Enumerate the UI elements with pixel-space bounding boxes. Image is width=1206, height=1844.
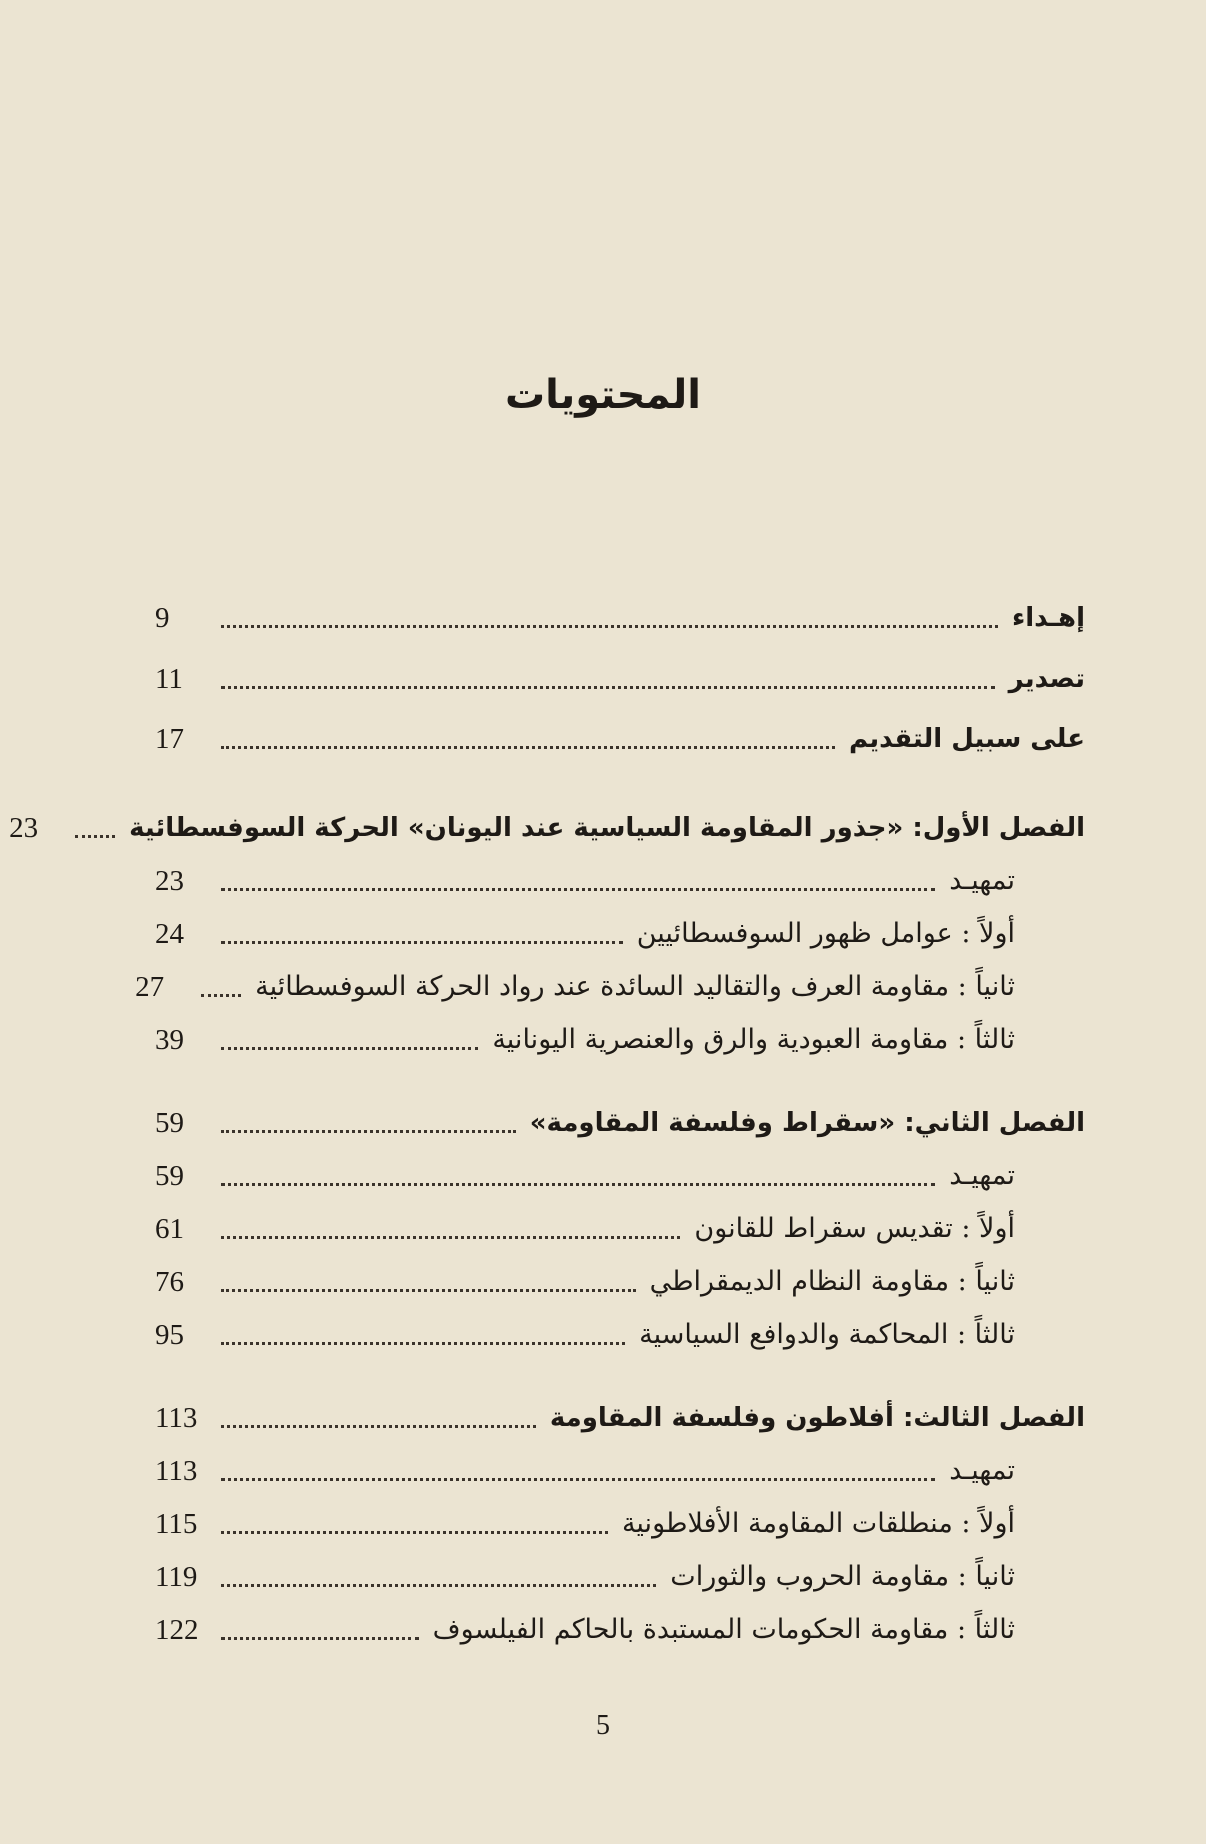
toc-entry-label: الفصل الثالث: أفلاطون وفلسفة المقاومة (549, 1403, 1085, 1433)
toc-entry-ch2-first (155, 1209, 1085, 1249)
toc-entry-label: أولاً : تقديس سقراط للقانون (694, 1213, 1015, 1244)
toc-entry-page: 59 (155, 1160, 184, 1192)
toc-entry-page: 115 (155, 1508, 198, 1540)
toc-entry-ch3-first (155, 1504, 1085, 1544)
toc-chapter-1 (9, 808, 1085, 848)
toc-entry-page: 27 (135, 971, 165, 1003)
toc-entry-label: ثانياً : مقاومة الحروب والثورات (670, 1561, 1015, 1592)
toc-entry-label: ثالثاً : المحاكمة والدوافع السياسية (639, 1319, 1015, 1350)
toc-entry-label: الفصل الأول: «جذور المقاومة السياسية عند اليونان» الحركة السوفسطائية (129, 813, 1085, 843)
toc-entry-page: 39 (155, 1024, 184, 1056)
toc-entry-label: أولاً : منطلقات المقاومة الأفلاطونية (621, 1508, 1015, 1539)
leader-dots (221, 1342, 625, 1345)
toc-entry-page: 11 (155, 663, 183, 695)
leader-dots (221, 746, 835, 749)
toc-entry-page: 59 (155, 1107, 184, 1139)
toc-entry-label: ثانياً : مقاومة النظام الديمقراطي (649, 1266, 1015, 1297)
toc-entry-ch2-third (155, 1315, 1085, 1355)
leader-dots (221, 888, 935, 891)
toc-entry-label: ثالثاً : مقاومة العبودية والرق والعنصرية اليونانية (492, 1024, 1015, 1055)
toc-entry-label: ثانياً : مقاومة العرف والتقاليد السائدة عند رواد الحركة السوفسطائية (255, 971, 1015, 1002)
toc-entry-label: تمهيـد (949, 1160, 1015, 1191)
toc-entry-label: الفصل الثاني: «سقراط وفلسفة المقاومة» (529, 1108, 1085, 1138)
toc-entry-page: 23 (9, 812, 39, 844)
toc-entry-ch3-preamble (155, 1451, 1085, 1491)
toc-entry-page: 119 (155, 1561, 198, 1593)
toc-entry-label: ثالثاً : مقاومة الحكومات المستبدة بالحاكم الفيلسوف (432, 1614, 1015, 1645)
toc-entry-page: 113 (155, 1455, 198, 1487)
leader-dots (221, 1531, 608, 1534)
toc-entry-ch2-preamble (155, 1156, 1085, 1196)
leader-dots (221, 1425, 536, 1428)
toc-entry-ch3-second (155, 1557, 1085, 1597)
toc-entry-ch1-first (155, 914, 1085, 954)
toc-entry-page: 95 (155, 1319, 184, 1351)
leader-dots (221, 625, 998, 628)
page-number: 5 (596, 1710, 610, 1741)
leader-dots (221, 1236, 680, 1239)
toc-entry-ch3-third (155, 1610, 1085, 1650)
leader-dots (75, 835, 115, 838)
toc-entry-label: أولاً : عوامل ظهور السوفسطائيين (636, 918, 1015, 949)
toc-entry-ch1-third (155, 1020, 1085, 1060)
leader-dots (221, 1183, 935, 1186)
leader-dots (221, 1584, 656, 1587)
toc-entry-page: 24 (155, 918, 184, 950)
toc-entry-page: 76 (155, 1266, 184, 1298)
leader-dots (221, 1637, 419, 1640)
toc-entry-preface (155, 659, 1085, 699)
toc-entry-page: 61 (155, 1213, 184, 1245)
leader-dots (221, 1289, 636, 1292)
toc-entry-label: على سبيل التقديم (849, 724, 1085, 754)
leader-dots (201, 994, 241, 997)
toc-entry-label: تمهيـد (949, 865, 1015, 896)
toc-entry-ch2-second (155, 1262, 1085, 1302)
toc-entry-page: 9 (155, 602, 170, 634)
toc-entry-ch1-second (135, 967, 1085, 1007)
toc-entry-introduction (155, 719, 1085, 759)
page-title: المحتويات (504, 372, 701, 418)
toc-chapter-2 (155, 1103, 1085, 1143)
toc-entry-page: 113 (155, 1402, 198, 1434)
leader-dots (221, 941, 623, 944)
leader-dots (221, 1130, 516, 1133)
leader-dots (221, 686, 995, 689)
toc-entry-dedication (155, 598, 1085, 638)
toc-entry-label: تصدير (1008, 664, 1085, 694)
leader-dots (221, 1047, 478, 1050)
toc-entry-label: إهـداء (1011, 603, 1085, 633)
toc-chapter-3 (155, 1398, 1085, 1438)
toc-entry-page: 23 (155, 865, 184, 897)
toc-entry-page: 122 (155, 1614, 199, 1646)
toc-entry-page: 17 (155, 723, 184, 755)
toc-entry-label: تمهيـد (949, 1455, 1015, 1486)
leader-dots (221, 1478, 935, 1481)
toc-entry-ch1-preamble (155, 861, 1085, 901)
